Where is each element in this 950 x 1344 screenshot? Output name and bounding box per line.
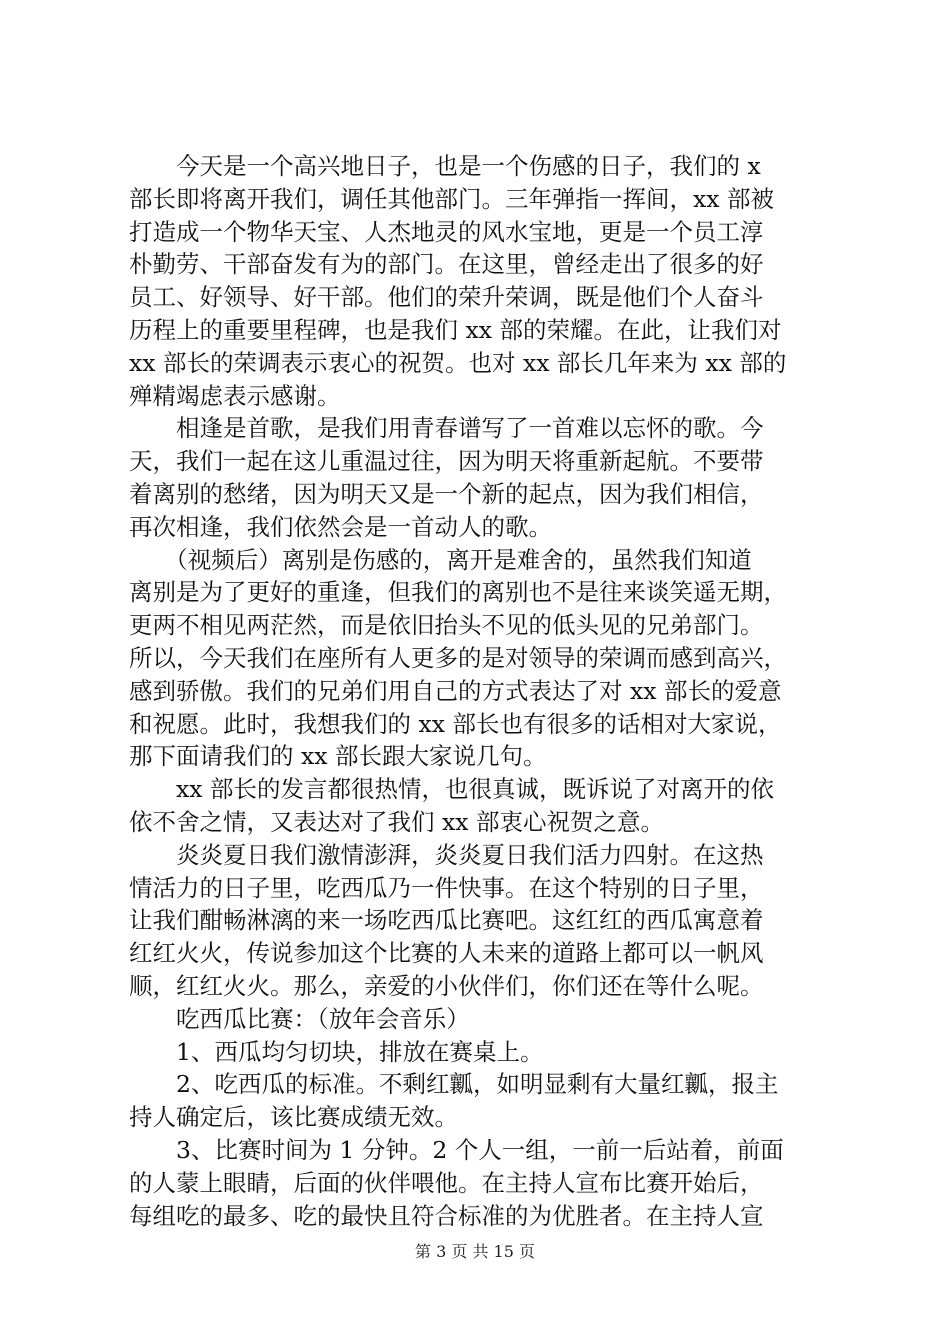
text-line: 持人确定后，该比赛成绩无效。 <box>129 1103 458 1132</box>
text-line: 顺，红红火火。那么，亲爱的小伙伴们，你们还在等什么呢。 <box>129 971 764 1000</box>
text-line: 殚精竭虑表示感谢。 <box>129 381 341 410</box>
text-line: 吃西瓜比赛：（放年会音乐） <box>129 1004 470 1033</box>
text-line: xx 部长的发言都很热情，也很真诚，既诉说了对离开的依 <box>129 775 774 804</box>
text-line: 天，我们一起在这儿重温过往，因为明天将重新起航。不要带 <box>129 447 764 476</box>
text-line: 情活力的日子里，吃西瓜乃一件快事。在这个特别的日子里， <box>129 873 764 902</box>
text-line: 2、吃西瓜的标准。不剩红瓤，如明显剩有大量红瓤，报主 <box>129 1070 779 1099</box>
text-line: 离别是为了更好的重逢，但我们的离别也不是往来谈笑遥无期， <box>129 578 787 607</box>
text-line: 1、西瓜均匀切块，排放在赛桌上。 <box>129 1037 544 1066</box>
text-line: 依不舍之情，又表达对了我们 xx 部衷心祝贺之意。 <box>129 807 664 836</box>
text-line: 打造成一个物华天宝、人杰地灵的风水宝地，更是一个员工淳 <box>129 217 764 246</box>
text-line: （视频后）离别是伤感的，离开是难舍的，虽然我们知道 <box>129 545 752 574</box>
text-line: 让我们酣畅淋漓的来一场吃西瓜比赛吧。这红红的西瓜寓意着 <box>129 906 764 935</box>
document-body <box>129 150 839 1232</box>
text-line: 朴勤劳、干部奋发有为的部门。在这里，曾经走出了很多的好 <box>129 250 764 279</box>
text-line: 更两不相见两茫然，而是依旧抬头不见的低头见的兄弟部门。 <box>129 611 764 640</box>
text-line: 部长即将离开我们，调任其他部门。三年弹指一挥间，xx 部被 <box>129 184 774 213</box>
text-line: xx 部长的荣调表示衷心的祝贺。也对 xx 部长几年来为 xx 部的 <box>129 348 787 377</box>
text-line: 和祝愿。此时，我想我们的 xx 部长也有很多的话相对大家说， <box>129 709 782 738</box>
text-line: 历程上的重要里程碑，也是我们 xx 部的荣耀。在此，让我们对 <box>129 315 782 344</box>
text-line: 员工、好领导、好干部。他们的荣升荣调，既是他们个人奋斗 <box>129 283 764 312</box>
text-line: 再次相逢，我们依然会是一首动人的歌。 <box>129 512 552 541</box>
text-line: 红红火火，传说参加这个比赛的人未来的道路上都可以一帆风 <box>129 939 764 968</box>
text-line: 所以，今天我们在座所有人更多的是对领导的荣调而感到高兴， <box>129 643 787 672</box>
text-line: 炎炎夏日我们激情澎湃，炎炎夏日我们活力四射。在这热 <box>129 840 764 869</box>
text-line: 感到骄傲。我们的兄弟们用自己的方式表达了对 xx 部长的爱意 <box>129 676 782 705</box>
text-line: 那下面请我们的 xx 部长跟大家说几句。 <box>129 742 547 771</box>
text-line: 每组吃的最多、吃的最快且符合标准的为优胜者。在主持人宣 <box>129 1201 764 1230</box>
text-line: 今天是一个高兴地日子，也是一个伤感的日子，我们的 x <box>129 152 761 180</box>
text-line: 3、比赛时间为 1 分钟。2 个人一组，一前一后站着，前面 <box>129 1135 784 1164</box>
page-number-footer: 第 3 页 共 15 页 <box>415 1242 535 1261</box>
text-line: 着离别的愁绪，因为明天又是一个新的起点，因为我们相信， <box>129 479 764 508</box>
text-line: 相逢是首歌，是我们用青春谱写了一首难以忘怀的歌。今 <box>129 414 764 443</box>
text-line: 的人蒙上眼睛，后面的伙伴喂他。在主持人宣布比赛开始后， <box>129 1168 764 1197</box>
